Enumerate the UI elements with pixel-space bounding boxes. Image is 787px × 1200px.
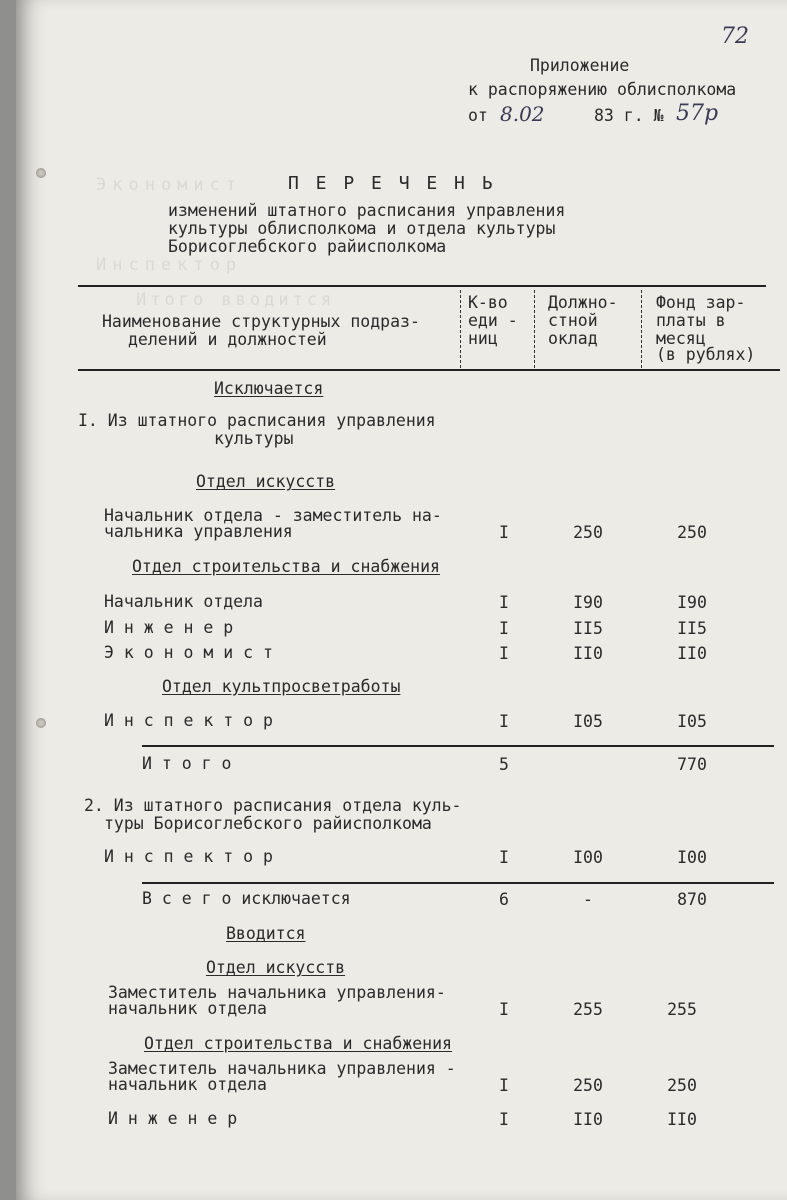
position-name: Начальник отдела - заместитель на- bbox=[104, 506, 442, 525]
salary-cell: I00 bbox=[573, 848, 603, 867]
qty-cell: I bbox=[499, 1000, 509, 1019]
column-separator bbox=[534, 290, 535, 368]
position-name: Заместитель начальника управления- bbox=[108, 983, 446, 1002]
qty-cell: I bbox=[499, 619, 509, 638]
fund-cell: I00 bbox=[677, 848, 707, 867]
column-header-fund: месяц bbox=[656, 329, 706, 348]
total-fund: 870 bbox=[677, 890, 707, 909]
fund-cell: 250 bbox=[667, 1076, 697, 1095]
fund-cell: 250 bbox=[677, 523, 707, 542]
fund-cell: II0 bbox=[667, 1110, 697, 1129]
section-heading-excluded: Исключается bbox=[214, 379, 324, 398]
header-order-number: 57р bbox=[676, 101, 719, 126]
qty-cell: I bbox=[499, 712, 509, 731]
section-title: I. Из штатного расписания управления bbox=[78, 411, 436, 430]
qty-cell: I bbox=[499, 523, 509, 542]
column-header-salary: оклад bbox=[548, 329, 598, 348]
total-excluded-label: В с е г о исключается bbox=[142, 889, 351, 908]
column-header-salary: Должно- bbox=[548, 293, 618, 312]
column-header-salary: стной bbox=[548, 311, 598, 330]
salary-cell: 250 bbox=[573, 523, 603, 542]
column-header-qty: ниц bbox=[468, 329, 498, 348]
department-heading: Отдел искусств bbox=[206, 958, 346, 977]
table-top-rule bbox=[78, 285, 766, 287]
page-number-handwritten: 72 bbox=[721, 24, 749, 49]
fund-cell: II0 bbox=[677, 644, 707, 663]
column-separator bbox=[641, 290, 642, 368]
total-salary: - bbox=[583, 890, 593, 909]
bleed-through-text: Экономист bbox=[96, 175, 243, 195]
subtotal-label: И т о г о bbox=[142, 754, 232, 773]
binder-hole bbox=[36, 718, 46, 728]
fund-cell: 255 bbox=[667, 1000, 697, 1019]
column-header-fund: платы в bbox=[656, 311, 726, 330]
header-date-prefix: от bbox=[468, 106, 488, 125]
binder-hole bbox=[36, 168, 46, 178]
position-name: И н ж е н е р bbox=[104, 618, 234, 637]
document-subtitle-line: Борисоглебского райисполкома bbox=[168, 237, 447, 256]
bleed-through-text: Итого вводится bbox=[136, 290, 336, 310]
salary-cell: 255 bbox=[573, 1000, 603, 1019]
qty-cell: I bbox=[499, 1110, 509, 1129]
department-heading: Отдел искусств bbox=[196, 472, 336, 491]
document-page bbox=[16, 0, 787, 1200]
qty-cell: I bbox=[499, 644, 509, 663]
column-header-name: делений и должностей bbox=[128, 330, 327, 349]
document-subtitle-line: культуры облисполкома и отдела культуры bbox=[168, 219, 556, 238]
bleed-through-text: Инспектор bbox=[96, 255, 243, 275]
salary-cell: I05 bbox=[573, 712, 603, 731]
table-header-rule bbox=[78, 369, 780, 371]
header-year-number: 83 г. № bbox=[594, 106, 664, 125]
header-appendix: Приложение bbox=[530, 56, 630, 75]
column-header-fund: (в рублях) bbox=[656, 345, 756, 364]
section-title: культуры bbox=[214, 429, 294, 448]
section-title: туры Борисоглебского райисполкома bbox=[104, 814, 432, 833]
column-header-qty: К-во bbox=[468, 293, 508, 312]
position-name: чальника управления bbox=[104, 522, 293, 541]
position-name: И н с п е к т о р bbox=[104, 847, 273, 866]
fund-cell: I05 bbox=[677, 712, 707, 731]
position-name: Э к о н о м и с т bbox=[104, 643, 273, 662]
subtotal-qty: 5 bbox=[499, 755, 509, 774]
position-name: начальник отдела bbox=[108, 999, 267, 1018]
position-name: И н с п е к т о р bbox=[104, 711, 273, 730]
qty-cell: I bbox=[499, 1076, 509, 1095]
subtotal-rule bbox=[142, 745, 774, 747]
salary-cell: II0 bbox=[573, 1110, 603, 1129]
column-header-name: Наименование структурных подраз- bbox=[102, 312, 420, 331]
column-header-fund: Фонд зар- bbox=[656, 293, 746, 312]
qty-cell: I bbox=[499, 848, 509, 867]
column-separator bbox=[460, 290, 461, 368]
subtotal-fund: 770 bbox=[677, 755, 707, 774]
header-date: 8.02 bbox=[500, 102, 545, 126]
column-header-qty: еди - bbox=[468, 311, 518, 330]
fund-cell: II5 bbox=[677, 619, 707, 638]
section-title: 2. Из штатного расписания отдела куль- bbox=[84, 796, 462, 815]
qty-cell: I bbox=[499, 593, 509, 612]
position-name: И н ж е н е р bbox=[108, 1109, 238, 1128]
department-heading: Отдел строительства и снабжения bbox=[132, 557, 440, 576]
section-heading-introduced: Вводится bbox=[226, 924, 306, 943]
position-name: Начальник отдела bbox=[104, 592, 263, 611]
total-qty: 6 bbox=[499, 890, 509, 909]
document-subtitle-line: изменений штатного расписания управления bbox=[168, 201, 566, 220]
fund-cell: I90 bbox=[677, 593, 707, 612]
position-name: Заместитель начальника управления - bbox=[108, 1059, 456, 1078]
department-heading: Отдел строительства и снабжения bbox=[144, 1034, 452, 1053]
salary-cell: II0 bbox=[573, 644, 603, 663]
position-name: начальник отдела bbox=[108, 1075, 267, 1094]
salary-cell: 250 bbox=[573, 1076, 603, 1095]
salary-cell: II5 bbox=[573, 619, 603, 638]
salary-cell: I90 bbox=[573, 593, 603, 612]
total-rule bbox=[142, 882, 774, 884]
header-order-line: к распоряжению облисполкома bbox=[468, 80, 737, 99]
document-title: П Е Р Е Ч Е Н Ь bbox=[288, 173, 496, 194]
department-heading: Отдел культпросветработы bbox=[162, 677, 401, 696]
